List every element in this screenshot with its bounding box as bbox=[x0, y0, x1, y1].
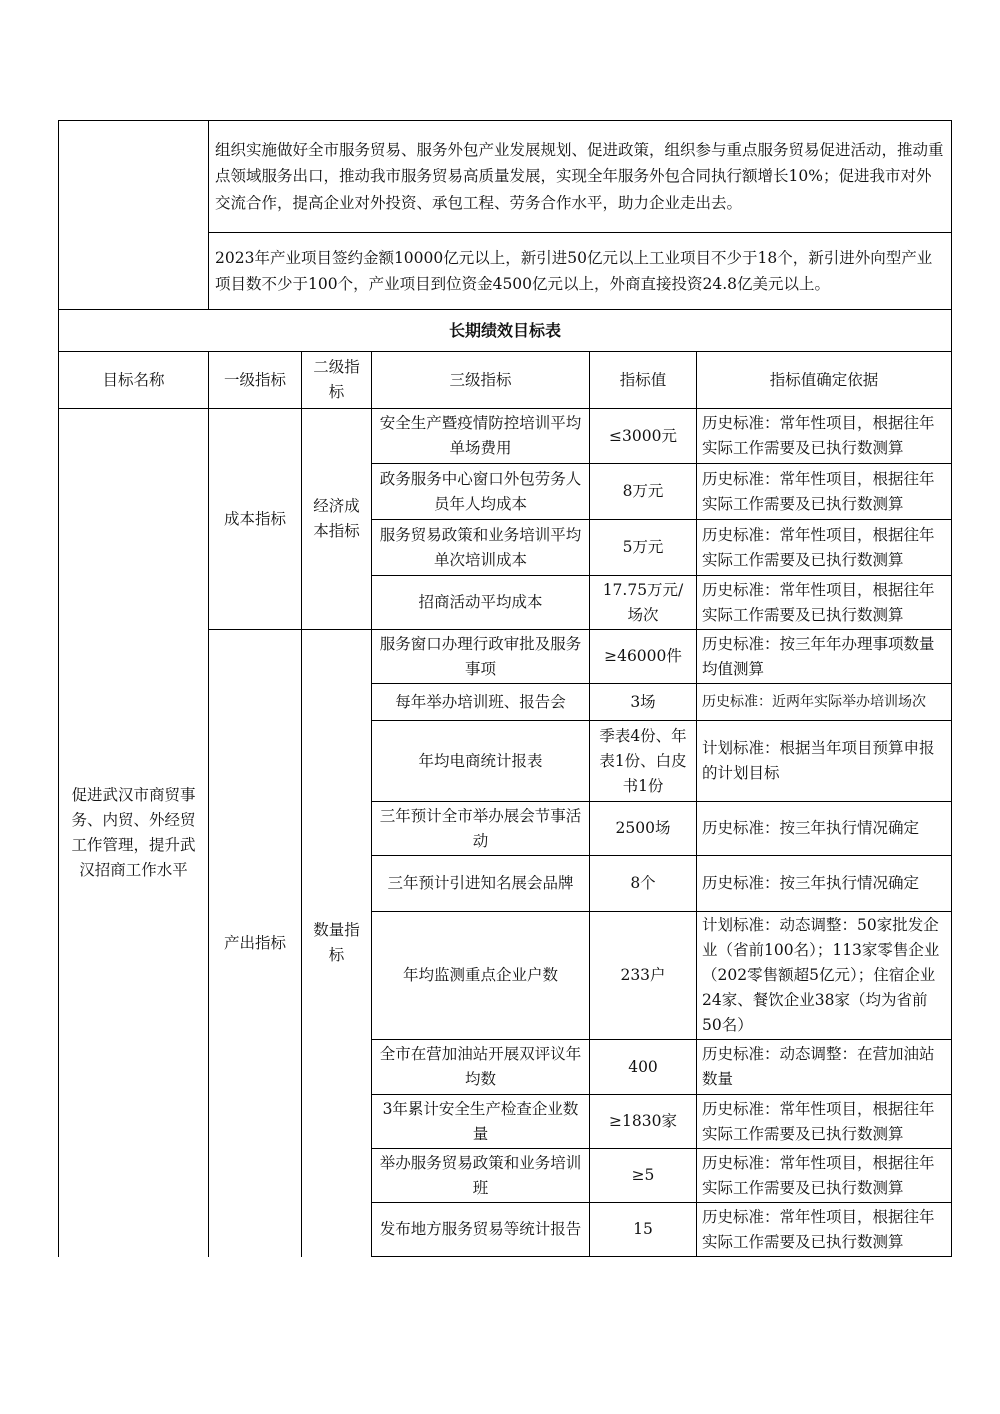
basis-cell: 历史标准：常年性项目，根据往年实际工作需要及已执行数测算 bbox=[697, 1095, 952, 1149]
basis-cell: 历史标准：按三年年办理事项数量均值测算 bbox=[697, 630, 952, 684]
header-basis: 指标值确定依据 bbox=[697, 352, 952, 409]
level3-cell: 三年预计全市举办展会节事活动 bbox=[372, 802, 590, 856]
table-caption: 长期绩效目标表 bbox=[59, 310, 952, 352]
value-cell: 15 bbox=[590, 1203, 697, 1257]
value-cell: 季表4份、年表1份、白皮书1份 bbox=[590, 721, 697, 802]
document-page bbox=[58, 120, 951, 1257]
basis-cell: 历史标准：常年性项目，根据往年实际工作需要及已执行数测算 bbox=[697, 409, 952, 464]
basis-cell: 历史标准：按三年执行情况确定 bbox=[697, 856, 952, 912]
level3-cell: 举办服务贸易政策和业务培训班 bbox=[372, 1149, 590, 1203]
level3-cell: 政务服务中心窗口外包劳务人员年人均成本 bbox=[372, 464, 590, 520]
basis-cell: 计划标准：动态调整：50家批发企业（省前100名）；113家零售企业（202零售额超5亿元）；住宿企业24家、餐饮企业38家（均为省前50名） bbox=[697, 912, 952, 1040]
level3-cell: 全市在营加油站开展双评议年均数 bbox=[372, 1040, 590, 1095]
value-cell: ≥1830家 bbox=[590, 1095, 697, 1149]
header-level1: 一级指标 bbox=[209, 352, 302, 409]
performance-table bbox=[58, 120, 952, 1257]
top-description-1: 组织实施做好全市服务贸易、服务外包产业发展规划、促进政策，组织参与重点服务贸易促进活动，推动重点领域服务出口，推动我市服务贸易高质量发展，实现全年服务外包合同执行额增长10%；促进我市对外交流合作，提高企业对外投资、承包工程、劳务合作水平，助力企业走出去。 bbox=[209, 121, 952, 233]
goal-name-cell: 促进武汉市商贸事务、内贸、外经贸工作管理，提升武汉招商工作水平 bbox=[59, 409, 209, 1257]
value-cell: ≥5 bbox=[590, 1149, 697, 1203]
header-goal-name: 目标名称 bbox=[59, 352, 209, 409]
value-cell: 2500场 bbox=[590, 802, 697, 856]
cost-level2-cell: 经济成本指标 bbox=[302, 409, 372, 630]
level3-cell: 每年举办培训班、报告会 bbox=[372, 684, 590, 721]
header-level2: 二级指标 bbox=[302, 352, 372, 409]
level3-cell: 服务窗口办理行政审批及服务事项 bbox=[372, 630, 590, 684]
basis-cell: 历史标准：常年性项目，根据往年实际工作需要及已执行数测算 bbox=[697, 1149, 952, 1203]
basis-cell: 历史标准：常年性项目，根据往年实际工作需要及已执行数测算 bbox=[697, 520, 952, 576]
basis-cell: 历史标准：近两年实际举办培训场次 bbox=[697, 684, 952, 721]
output-level1-cell: 产出指标 bbox=[209, 630, 302, 1257]
basis-cell: 历史标准：按三年执行情况确定 bbox=[697, 802, 952, 856]
level3-cell: 服务贸易政策和业务培训平均单次培训成本 bbox=[372, 520, 590, 576]
top-left-blank-cell bbox=[59, 121, 209, 310]
caption-row bbox=[59, 310, 952, 352]
value-cell: ≤3000元 bbox=[590, 409, 697, 464]
header-level3: 三级指标 bbox=[372, 352, 590, 409]
header-row bbox=[59, 352, 952, 409]
basis-cell: 历史标准：常年性项目，根据往年实际工作需要及已执行数测算 bbox=[697, 464, 952, 520]
basis-cell: 历史标准：常年性项目，根据往年实际工作需要及已执行数测算 bbox=[697, 576, 952, 630]
level3-cell: 年均电商统计报表 bbox=[372, 721, 590, 802]
value-cell: 400 bbox=[590, 1040, 697, 1095]
cost-level1-cell: 成本指标 bbox=[209, 409, 302, 630]
value-cell: 3场 bbox=[590, 684, 697, 721]
basis-cell: 历史标准：常年性项目，根据往年实际工作需要及已执行数测算 bbox=[697, 1203, 952, 1257]
value-cell: 8万元 bbox=[590, 464, 697, 520]
level3-cell: 三年预计引进知名展会品牌 bbox=[372, 856, 590, 912]
level3-cell: 安全生产暨疫情防控培训平均单场费用 bbox=[372, 409, 590, 464]
value-cell: 17.75万元/场次 bbox=[590, 576, 697, 630]
level3-cell: 发布地方服务贸易等统计报告 bbox=[372, 1203, 590, 1257]
top-row-1 bbox=[59, 121, 952, 233]
table-row bbox=[59, 409, 952, 464]
value-cell: ≥46000件 bbox=[590, 630, 697, 684]
level3-cell: 年均监测重点企业户数 bbox=[372, 912, 590, 1040]
level3-cell: 招商活动平均成本 bbox=[372, 576, 590, 630]
value-cell: 233户 bbox=[590, 912, 697, 1040]
basis-cell: 计划标准：根据当年项目预算申报的计划目标 bbox=[697, 721, 952, 802]
basis-cell: 历史标准：动态调整：在营加油站数量 bbox=[697, 1040, 952, 1095]
top-description-2: 2023年产业项目签约金额10000亿元以上，新引进50亿元以上工业项目不少于18个，新引进外向型产业项目数不少于100个，产业项目到位资金4500亿元以上，外商直接投资24.8亿美元以上。 bbox=[209, 233, 952, 310]
value-cell: 8个 bbox=[590, 856, 697, 912]
header-value: 指标值 bbox=[590, 352, 697, 409]
level3-cell: 3年累计安全生产检查企业数量 bbox=[372, 1095, 590, 1149]
value-cell: 5万元 bbox=[590, 520, 697, 576]
output-level2-cell: 数量指标 bbox=[302, 630, 372, 1257]
